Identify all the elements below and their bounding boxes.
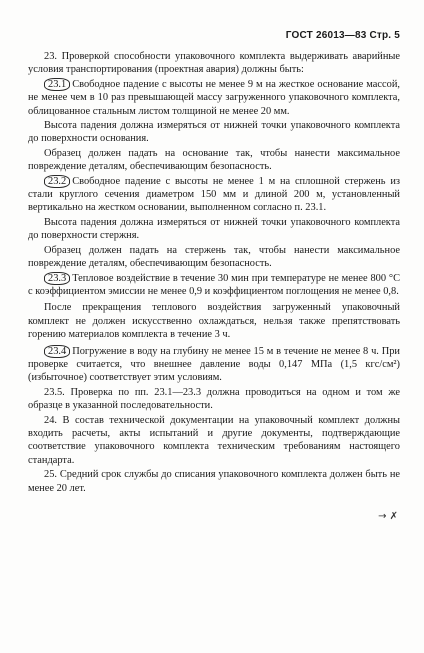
clause-number-circled: 23.1 [44,78,70,91]
paragraph-23-2-orientation [28,244,400,271]
paragraph-23-1 [28,78,400,118]
paragraph-23-2 [28,175,400,215]
paragraph-text: 24. В состав технической документации на упаковочный комплект должны входить расчеты, акты испытаний и другие документы, подтверждающие соответствие упаковочного комплекта техническим требованиям настоящего стандарта. [28,414,400,466]
paragraph-24 [28,414,400,468]
paragraph-text: Погружение в воду на глубину не менее 15 м в течение не менее 8 ч. При проверке считается, что внешнее давление воды 0,147 МПа (1,5 кгс/см²) (избыточное) соответствует этим условиям. [28,345,400,384]
paragraph-text: 25. Средний срок службы до списания упаковочного комплекта должен быть не менее 20 лет. [28,469,400,494]
paragraph-23-1-height [28,119,400,146]
paragraph-text: После прекращения теплового воздействия загруженный упаковочный комплект не должен искусственно охлаждаться, нельзя также препятствовать горению материалов комплекта в течение 3 ч. [28,302,400,341]
page-header: ГОСТ 26013—83 Стр. 5 [285,30,400,41]
paragraph-23-3 [28,272,400,299]
clause-number-circled: 23.4 [44,345,70,358]
paragraph-text: 23. Проверкой способности упаковочного комплекта выдерживать аварийные условия транспортирования (проектная авария) должны быть: [28,51,400,76]
paragraph-text: Тепловое воздействие в течение 30 мин при температуре не менее 800 °С с коэффициентом эмиссии не менее 0,9 и коэффициентом поглощения не менее 0,8. [28,272,400,297]
paragraph-text: Свободное падение с высоты не менее 1 м на сплошной стержень из стали круглого сечения диаметром 150 мм и длиной 200 м, установленный вертикально на жестком основании, выполненном согласно п. 23.1. [28,175,400,214]
paragraph-23-3-after [28,301,400,341]
paragraph-text: Свободное падение с высоты не менее 9 м на жесткое основание массой, не менее чем в 10 раз превышающей массу загруженного упаковочного комплекта, облицованное стальным листом толщиной не менее 20 мм. [28,78,400,117]
paragraph-text: Высота падения должна измеряться от нижней точки упаковочного комплекта до поверхности стержня. [28,216,400,242]
paragraph-text: Высота падения должна измеряться от нижней точки упаковочного комплекта до поверхности основания. [28,120,400,145]
document-body [28,50,400,496]
paragraph-text: Образец должен падать на стержень так, чтобы нанести максимальное повреждение деталям, обеспечивающим безопасность. [28,244,400,270]
paragraph-23 [28,50,400,77]
paragraph-23-2-height [28,216,400,243]
paragraph-23-5 [28,386,400,413]
paragraph-23-1-orientation [28,147,400,174]
paragraph-text: Образец должен падать на основание так, чтобы нанести максимальное повреждение деталям, обеспечивающим безопасность. [28,147,400,173]
clause-number-circled: 23.3 [44,272,70,285]
paragraph-text: 23.5. Проверка по пп. 23.1—23.3 должна проводиться на одном и том же образце в указанной последовательности. [28,386,400,412]
paragraph-25 [28,468,400,495]
handwritten-margin-mark: → ✗ [378,511,398,522]
clause-number-circled: 23.2 [44,175,70,188]
paragraph-23-4 [28,345,400,385]
